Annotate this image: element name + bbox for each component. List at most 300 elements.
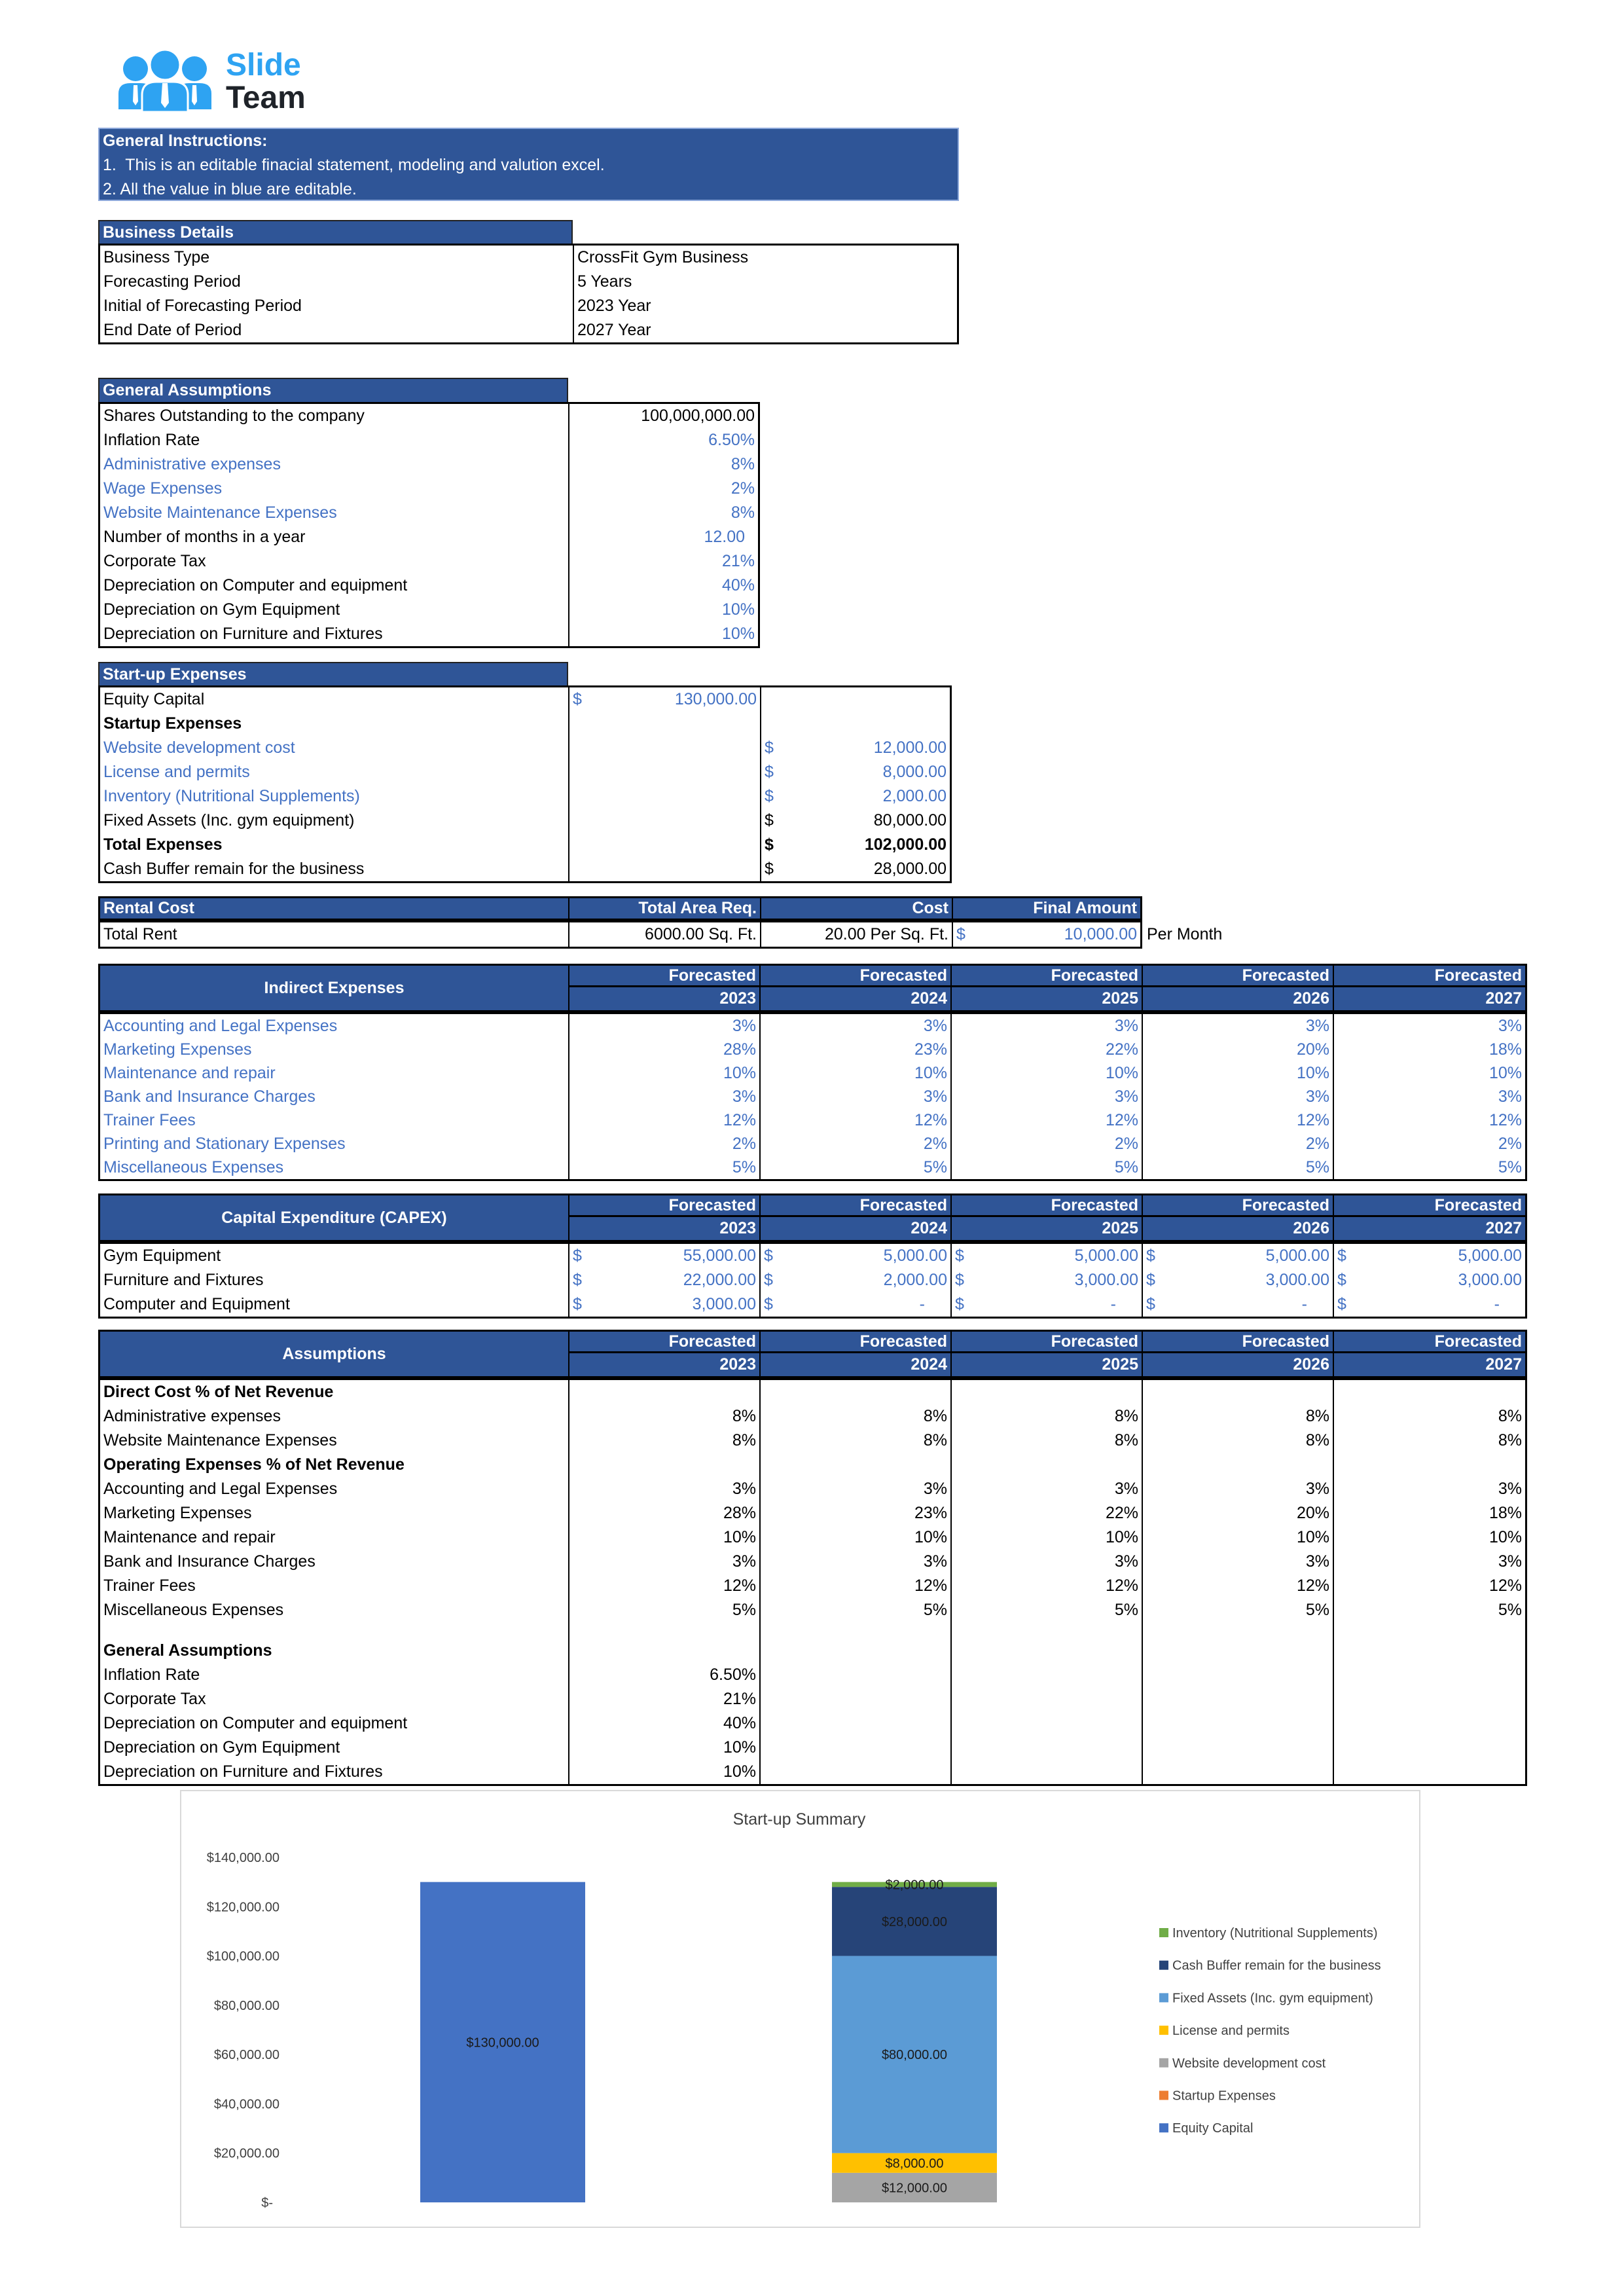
rental-cost-table bbox=[98, 896, 1142, 949]
amount: 3,000.00 bbox=[1458, 1271, 1522, 1289]
table-row bbox=[100, 1711, 1525, 1736]
value-cell: 6.50% bbox=[568, 1663, 759, 1687]
editable-value-cell[interactable] bbox=[952, 922, 1140, 947]
row-label: Depreciation on Computer and equipment bbox=[103, 576, 408, 594]
currency-symbol: $ bbox=[765, 738, 774, 757]
empty-cell bbox=[1142, 1639, 1333, 1663]
table-row bbox=[100, 922, 1140, 947]
general-assumptions-body bbox=[98, 402, 760, 648]
amount: 22,000.00 bbox=[683, 1271, 756, 1289]
amount: 3,000.00 bbox=[1074, 1271, 1138, 1289]
editable-value-cell[interactable]: 18% bbox=[1333, 1038, 1525, 1061]
value-cell: 5% bbox=[1333, 1598, 1525, 1622]
y-tick-label: $140,000.00 bbox=[206, 1851, 280, 1865]
table-row bbox=[100, 549, 758, 574]
currency-symbol: $ bbox=[1337, 1247, 1346, 1265]
editable-value-cell[interactable] bbox=[568, 1292, 759, 1317]
year-label: 2024 bbox=[911, 1355, 947, 1374]
row-label: Maintenance and repair bbox=[103, 1064, 276, 1082]
value-cell: 10% bbox=[759, 1525, 950, 1550]
currency-symbol: $ bbox=[956, 925, 965, 943]
table-row bbox=[100, 622, 758, 646]
data-label: $2,000.00 bbox=[885, 1878, 944, 1893]
table-row bbox=[100, 809, 950, 833]
year-column-header bbox=[1333, 1195, 1525, 1240]
editable-value-cell[interactable] bbox=[568, 687, 760, 712]
table-title: Assumptions bbox=[282, 1345, 386, 1363]
editable-value-cell[interactable]: 5% bbox=[950, 1156, 1142, 1179]
value-cell: 12% bbox=[950, 1574, 1142, 1598]
editable-value-cell[interactable]: 2% bbox=[759, 1132, 950, 1156]
value-cell: 3% bbox=[568, 1550, 759, 1574]
value-cell: 8% bbox=[1142, 1404, 1333, 1429]
editable-value-cell[interactable]: 21% bbox=[568, 549, 758, 574]
value-cell: 22% bbox=[950, 1501, 1142, 1525]
row-label: Number of months in a year bbox=[103, 528, 306, 546]
value-cell: 3% bbox=[568, 1477, 759, 1501]
table-row bbox=[100, 712, 950, 736]
legend-swatch-fixed-assets-inc-gym-equipment bbox=[1159, 1993, 1168, 2002]
editable-value-cell[interactable] bbox=[1142, 1244, 1333, 1268]
legend-label: License and permits bbox=[1172, 2024, 1290, 2039]
editable-value-cell[interactable]: 10% bbox=[950, 1061, 1142, 1085]
value-cell: 3% bbox=[1142, 1477, 1333, 1501]
legend-swatch-equity-capital bbox=[1159, 2123, 1168, 2132]
empty-cell bbox=[1333, 1711, 1525, 1736]
table-row bbox=[100, 1525, 1525, 1550]
value-cell: 8% bbox=[950, 1404, 1142, 1429]
row-label: Equity Capital bbox=[103, 690, 205, 708]
business-details-table bbox=[98, 220, 959, 344]
year-column-header bbox=[950, 1332, 1142, 1376]
editable-value-cell[interactable]: 10% bbox=[1142, 1061, 1333, 1085]
empty-cell bbox=[1333, 1663, 1525, 1687]
amount: 28,000.00 bbox=[873, 860, 947, 878]
editable-value-cell[interactable]: 8% bbox=[568, 452, 758, 477]
forecast-label: Forecasted bbox=[952, 1332, 1142, 1353]
table-row bbox=[100, 270, 957, 294]
empty-cell bbox=[1142, 1736, 1333, 1760]
editable-value-cell[interactable]: 3% bbox=[759, 1014, 950, 1038]
editable-value-cell[interactable]: 20% bbox=[1142, 1038, 1333, 1061]
empty-cell bbox=[568, 833, 760, 857]
table-row bbox=[100, 1663, 1525, 1687]
year-column-header bbox=[759, 966, 950, 1010]
forecast-label: Forecasted bbox=[1334, 1195, 1525, 1217]
forecast-label: Forecasted bbox=[1143, 1332, 1333, 1353]
empty-cell bbox=[759, 1639, 950, 1663]
row-label: Fixed Assets (Inc. gym equipment) bbox=[103, 811, 355, 829]
editable-value-cell[interactable]: 2% bbox=[1333, 1132, 1525, 1156]
row-value: 100,000,000.00 bbox=[568, 404, 758, 428]
row-label: Inflation Rate bbox=[103, 1666, 200, 1684]
value-cell: 5% bbox=[759, 1598, 950, 1622]
table-row bbox=[100, 760, 950, 784]
editable-value-cell[interactable]: 10% bbox=[759, 1061, 950, 1085]
editable-value-cell[interactable]: 3% bbox=[568, 1014, 759, 1038]
currency-symbol: $ bbox=[955, 1271, 964, 1289]
legend-swatch-website-development-cost bbox=[1159, 2058, 1168, 2068]
row-label: Website Maintenance Expenses bbox=[103, 1431, 337, 1449]
amount: 5,000.00 bbox=[883, 1247, 947, 1265]
row-label: Bank and Insurance Charges bbox=[103, 1087, 316, 1106]
row-label: Administrative expenses bbox=[103, 1407, 281, 1425]
empty-cell bbox=[760, 687, 950, 712]
editable-value-cell[interactable] bbox=[950, 1268, 1142, 1292]
rental-cost-body bbox=[98, 920, 1142, 949]
editable-value-cell[interactable]: 10% bbox=[568, 598, 758, 622]
amount: 102,000.00 bbox=[864, 835, 947, 854]
table-row bbox=[100, 833, 950, 857]
editable-value-cell[interactable]: 12% bbox=[568, 1108, 759, 1132]
editable-value-cell[interactable]: 5% bbox=[568, 1156, 759, 1179]
value-cell: 8% bbox=[568, 1429, 759, 1453]
forecast-label: Forecasted bbox=[569, 1332, 759, 1353]
editable-value-cell[interactable]: 22% bbox=[950, 1038, 1142, 1061]
row-label: License and permits bbox=[103, 763, 250, 781]
value-cell: 3% bbox=[759, 1550, 950, 1574]
editable-value-cell[interactable] bbox=[1142, 1292, 1333, 1317]
row-label: Marketing Expenses bbox=[103, 1504, 252, 1522]
row-label: Depreciation on Furniture and Fixtures bbox=[103, 625, 383, 643]
table-title: Capital Expenditure (CAPEX) bbox=[221, 1209, 447, 1227]
editable-value-cell[interactable]: 8% bbox=[568, 501, 758, 525]
value-cell: 10% bbox=[1142, 1525, 1333, 1550]
empty-cell bbox=[568, 760, 760, 784]
table-row bbox=[100, 525, 758, 549]
empty-cell bbox=[950, 1711, 1142, 1736]
table-row bbox=[100, 1736, 1525, 1760]
table-row bbox=[100, 501, 758, 525]
editable-value-cell[interactable]: 2% bbox=[568, 1132, 759, 1156]
row-label: Cash Buffer remain for the business bbox=[103, 860, 365, 878]
table-row bbox=[100, 687, 950, 712]
editable-value-cell[interactable]: 40% bbox=[568, 574, 758, 598]
table-row bbox=[100, 318, 957, 342]
row-label: Website Maintenance Expenses bbox=[103, 503, 337, 522]
row-label: Business Type bbox=[103, 248, 210, 266]
editable-value-cell[interactable] bbox=[760, 736, 950, 760]
editable-value-cell[interactable] bbox=[760, 760, 950, 784]
amount: - bbox=[1494, 1295, 1500, 1313]
empty-cell bbox=[759, 1380, 950, 1404]
row-label: Bank and Insurance Charges bbox=[103, 1552, 316, 1571]
data-label: $28,000.00 bbox=[881, 1914, 948, 1929]
legend-label: Fixed Assets (Inc. gym equipment) bbox=[1172, 1991, 1373, 2006]
row-label: Total Rent bbox=[103, 925, 177, 943]
section-label: General Assumptions bbox=[103, 1641, 272, 1660]
editable-value-cell[interactable] bbox=[759, 1292, 950, 1317]
value-cell: 12% bbox=[568, 1574, 759, 1598]
data-label: $130,000.00 bbox=[466, 2035, 539, 2050]
row-label: Depreciation on Computer and equipment bbox=[103, 1714, 408, 1732]
value-cell: 5% bbox=[568, 1598, 759, 1622]
currency-symbol: $ bbox=[1146, 1247, 1155, 1265]
row-label: Miscellaneous Expenses bbox=[103, 1601, 284, 1619]
instructions-title: General Instructions: bbox=[103, 132, 268, 150]
row-label: End Date of Period bbox=[103, 321, 242, 339]
empty-cell bbox=[100, 1622, 568, 1639]
table-row bbox=[100, 1574, 1525, 1598]
editable-value-cell[interactable]: 3% bbox=[1333, 1014, 1525, 1038]
year-label: 2026 bbox=[1293, 1219, 1329, 1237]
year-label: 2025 bbox=[1102, 1355, 1138, 1374]
section-label: Operating Expenses % of Net Revenue bbox=[103, 1455, 405, 1474]
empty-cell bbox=[568, 809, 760, 833]
section-row bbox=[100, 1453, 1525, 1477]
row-label: Inventory (Nutritional Supplements) bbox=[103, 787, 360, 805]
table-row bbox=[100, 784, 950, 809]
editable-value-cell[interactable]: 12% bbox=[1142, 1108, 1333, 1132]
editable-value-cell[interactable]: 5% bbox=[1142, 1156, 1333, 1179]
empty-cell bbox=[1333, 1687, 1525, 1711]
startup-summary-chart bbox=[180, 1790, 1420, 2228]
row-label: Depreciation on Gym Equipment bbox=[103, 1738, 340, 1757]
startup-expenses-title: Start-up Expenses bbox=[98, 662, 568, 685]
value-cell: 10% bbox=[568, 1760, 759, 1784]
editable-value-cell[interactable] bbox=[1333, 1268, 1525, 1292]
indirect-expenses-header bbox=[98, 964, 1527, 1012]
capex-table bbox=[98, 1194, 1527, 1319]
year-column-header bbox=[568, 1195, 759, 1240]
editable-value-cell[interactable]: 2% bbox=[1142, 1132, 1333, 1156]
amount: 8,000.00 bbox=[882, 763, 947, 781]
total-area-cell: 6000.00 Sq. Ft. bbox=[568, 922, 760, 947]
value-cell: 23% bbox=[759, 1501, 950, 1525]
editable-value-cell[interactable] bbox=[568, 1268, 759, 1292]
year-label: 2026 bbox=[1293, 989, 1329, 1008]
year-label: 2026 bbox=[1293, 1355, 1329, 1374]
empty-cell bbox=[1142, 1760, 1333, 1784]
section-label: Direct Cost % of Net Revenue bbox=[103, 1383, 334, 1401]
value-cell: 8% bbox=[759, 1404, 950, 1429]
row-label: Trainer Fees bbox=[103, 1576, 196, 1595]
value-cell: 10% bbox=[568, 1525, 759, 1550]
table-row bbox=[100, 857, 950, 881]
legend bbox=[1159, 1926, 1381, 2136]
amount: 12,000.00 bbox=[873, 738, 947, 757]
value-cell: 20% bbox=[1142, 1501, 1333, 1525]
editable-value-cell[interactable]: 28% bbox=[568, 1038, 759, 1061]
legend-label: Equity Capital bbox=[1172, 2121, 1254, 2136]
value-cell: 40% bbox=[568, 1711, 759, 1736]
y-tick-label: $100,000.00 bbox=[206, 1949, 280, 1964]
value-cell: 10% bbox=[950, 1525, 1142, 1550]
table-row bbox=[100, 1132, 1525, 1156]
forecast-label: Forecasted bbox=[761, 1195, 950, 1217]
row-label: Miscellaneous Expenses bbox=[103, 1158, 284, 1176]
editable-value-cell[interactable]: 3% bbox=[950, 1014, 1142, 1038]
row-label: Website development cost bbox=[103, 738, 295, 757]
year-column-header bbox=[759, 1332, 950, 1376]
spacer-row bbox=[100, 1622, 1525, 1639]
amount: 2,000.00 bbox=[883, 1271, 947, 1289]
cost-cell: 20.00 Per Sq. Ft. bbox=[760, 922, 952, 947]
currency-symbol: $ bbox=[573, 1295, 582, 1313]
empty-cell bbox=[1333, 1453, 1525, 1477]
editable-value-cell[interactable]: 10% bbox=[1333, 1061, 1525, 1085]
year-label: 2024 bbox=[911, 1219, 947, 1237]
editable-value-cell[interactable]: 12% bbox=[759, 1108, 950, 1132]
editable-value-cell[interactable] bbox=[759, 1268, 950, 1292]
editable-value-cell[interactable]: 5% bbox=[1333, 1156, 1525, 1179]
empty-cell bbox=[1142, 1663, 1333, 1687]
row-label: Forecasting Period bbox=[103, 272, 241, 291]
currency-symbol: $ bbox=[573, 690, 582, 708]
empty-cell bbox=[1142, 1380, 1333, 1404]
empty-cell bbox=[950, 1380, 1142, 1404]
editable-value-cell[interactable]: 5% bbox=[759, 1156, 950, 1179]
general-assumptions-table bbox=[98, 378, 760, 648]
year-column-header bbox=[1142, 1332, 1333, 1376]
column-header: Cost bbox=[760, 898, 952, 919]
empty-cell bbox=[759, 1663, 950, 1687]
empty-cell bbox=[1142, 1687, 1333, 1711]
table-row bbox=[100, 1687, 1525, 1711]
empty-cell bbox=[759, 1622, 950, 1639]
year-label: 2027 bbox=[1485, 989, 1522, 1008]
table-row bbox=[100, 1292, 1525, 1317]
editable-value-cell[interactable] bbox=[1142, 1268, 1333, 1292]
year-column-header bbox=[1142, 966, 1333, 1010]
value-cell: 12% bbox=[1333, 1574, 1525, 1598]
editable-value-cell[interactable]: 10% bbox=[568, 1061, 759, 1085]
amount: 80,000.00 bbox=[873, 811, 947, 829]
year-label: 2024 bbox=[911, 989, 947, 1008]
forecast-label: Forecasted bbox=[569, 966, 759, 987]
editable-value-cell[interactable]: 3% bbox=[759, 1085, 950, 1108]
editable-value-cell[interactable]: 6.50% bbox=[568, 428, 758, 452]
legend-label: Cash Buffer remain for the business bbox=[1172, 1958, 1381, 1973]
row-label: Wage Expenses bbox=[103, 479, 223, 498]
value-cell: 5% bbox=[1142, 1598, 1333, 1622]
empty-cell bbox=[1142, 1622, 1333, 1639]
currency-symbol: $ bbox=[1337, 1271, 1346, 1289]
table-row bbox=[100, 1477, 1525, 1501]
row-label: Gym Equipment bbox=[103, 1247, 221, 1265]
startup-expenses-body bbox=[98, 685, 952, 883]
row-label: Maintenance and repair bbox=[103, 1528, 276, 1546]
forecast-label: Forecasted bbox=[1334, 966, 1525, 987]
table-row bbox=[100, 598, 758, 622]
table-row bbox=[100, 477, 758, 501]
table-row bbox=[100, 1550, 1525, 1574]
editable-value-cell[interactable]: 23% bbox=[759, 1038, 950, 1061]
editable-value-cell[interactable]: 2% bbox=[568, 477, 758, 501]
empty-cell bbox=[759, 1687, 950, 1711]
amount: - bbox=[1301, 1295, 1307, 1313]
year-label: 2027 bbox=[1485, 1219, 1522, 1237]
table-row bbox=[100, 1085, 1525, 1108]
row-label: Computer and Equipment bbox=[103, 1295, 290, 1313]
editable-value-cell[interactable]: 12% bbox=[950, 1108, 1142, 1132]
editable-value-cell[interactable]: 12.00 bbox=[568, 525, 758, 549]
row-value: CrossFit Gym Business bbox=[573, 246, 957, 270]
table-row bbox=[100, 1760, 1525, 1784]
value-cell: 8% bbox=[568, 1404, 759, 1429]
legend-swatch-license-and-permits bbox=[1159, 2026, 1168, 2035]
editable-value-cell[interactable]: 3% bbox=[1142, 1085, 1333, 1108]
amount: 5,000.00 bbox=[1458, 1247, 1522, 1265]
table-row bbox=[100, 1061, 1525, 1085]
editable-value-cell[interactable] bbox=[950, 1244, 1142, 1268]
rental-cost-header bbox=[98, 896, 1142, 920]
amount: 5,000.00 bbox=[1265, 1247, 1329, 1265]
y-tick-label: $60,000.00 bbox=[213, 2048, 280, 2063]
value-cell bbox=[760, 857, 950, 881]
empty-cell bbox=[950, 1736, 1142, 1760]
editable-value-cell[interactable] bbox=[950, 1292, 1142, 1317]
table-title: Indirect Expenses bbox=[264, 979, 405, 997]
value-cell: 10% bbox=[568, 1736, 759, 1760]
currency-symbol: $ bbox=[1146, 1271, 1155, 1289]
editable-value-cell[interactable]: 3% bbox=[950, 1085, 1142, 1108]
value-cell: 8% bbox=[1333, 1404, 1525, 1429]
data-label: $8,000.00 bbox=[885, 2156, 944, 2171]
y-tick-label: $80,000.00 bbox=[213, 1998, 280, 2013]
value-cell: 3% bbox=[950, 1477, 1142, 1501]
chart-title: Start-up Summary bbox=[732, 1810, 866, 1829]
row-label: Depreciation on Gym Equipment bbox=[103, 600, 340, 619]
legend-swatch-cash-buffer-remain-for-the-business bbox=[1159, 1961, 1168, 1970]
editable-value-cell[interactable] bbox=[759, 1244, 950, 1268]
row-label: Inflation Rate bbox=[103, 431, 200, 449]
indirect-expenses-table bbox=[98, 964, 1527, 1181]
total-label: Total Expenses bbox=[103, 835, 223, 854]
year-label: 2023 bbox=[719, 1219, 756, 1237]
row-label: Printing and Stationary Expenses bbox=[103, 1135, 346, 1153]
value-cell: 3% bbox=[1333, 1550, 1525, 1574]
editable-value-cell[interactable] bbox=[1333, 1292, 1525, 1317]
year-column-header bbox=[1333, 966, 1525, 1010]
empty-cell bbox=[760, 712, 950, 736]
row-label: Administrative expenses bbox=[103, 455, 281, 473]
empty-cell bbox=[950, 1687, 1142, 1711]
row-label: Accounting and Legal Expenses bbox=[103, 1480, 338, 1498]
row-label: Trainer Fees bbox=[103, 1111, 196, 1129]
currency-symbol: $ bbox=[573, 1247, 582, 1265]
amount: 10,000.00 bbox=[1064, 925, 1137, 943]
editable-value-cell[interactable]: 3% bbox=[1142, 1014, 1333, 1038]
section-label: Startup Expenses bbox=[103, 714, 242, 733]
currency-symbol: $ bbox=[955, 1247, 964, 1265]
currency-symbol: $ bbox=[1337, 1295, 1346, 1313]
currency-symbol: $ bbox=[764, 1295, 773, 1313]
total-value-cell bbox=[760, 833, 950, 857]
row-label: Furniture and Fixtures bbox=[103, 1271, 264, 1289]
empty-cell bbox=[568, 736, 760, 760]
row-label: Shares Outstanding to the company bbox=[103, 407, 365, 425]
editable-value-cell[interactable]: 3% bbox=[568, 1085, 759, 1108]
editable-value-cell[interactable]: 3% bbox=[1333, 1085, 1525, 1108]
amount: 5,000.00 bbox=[1074, 1247, 1138, 1265]
editable-value-cell[interactable]: 10% bbox=[568, 622, 758, 646]
editable-value-cell[interactable]: 2% bbox=[950, 1132, 1142, 1156]
editable-value-cell[interactable] bbox=[760, 784, 950, 809]
forecast-label: Forecasted bbox=[761, 966, 950, 987]
forecast-label: Forecasted bbox=[569, 1195, 759, 1217]
editable-value-cell[interactable] bbox=[568, 1244, 759, 1268]
forecast-label: Forecasted bbox=[1143, 966, 1333, 987]
empty-cell bbox=[1142, 1711, 1333, 1736]
editable-value-cell[interactable] bbox=[1333, 1244, 1525, 1268]
editable-value-cell[interactable]: 12% bbox=[1333, 1108, 1525, 1132]
empty-cell bbox=[1333, 1760, 1525, 1784]
legend-swatch-inventory-nutritional-supplements bbox=[1159, 1928, 1168, 1937]
value-cell bbox=[760, 809, 950, 833]
y-tick-label: $20,000.00 bbox=[213, 2146, 280, 2161]
currency-symbol: $ bbox=[765, 787, 774, 805]
